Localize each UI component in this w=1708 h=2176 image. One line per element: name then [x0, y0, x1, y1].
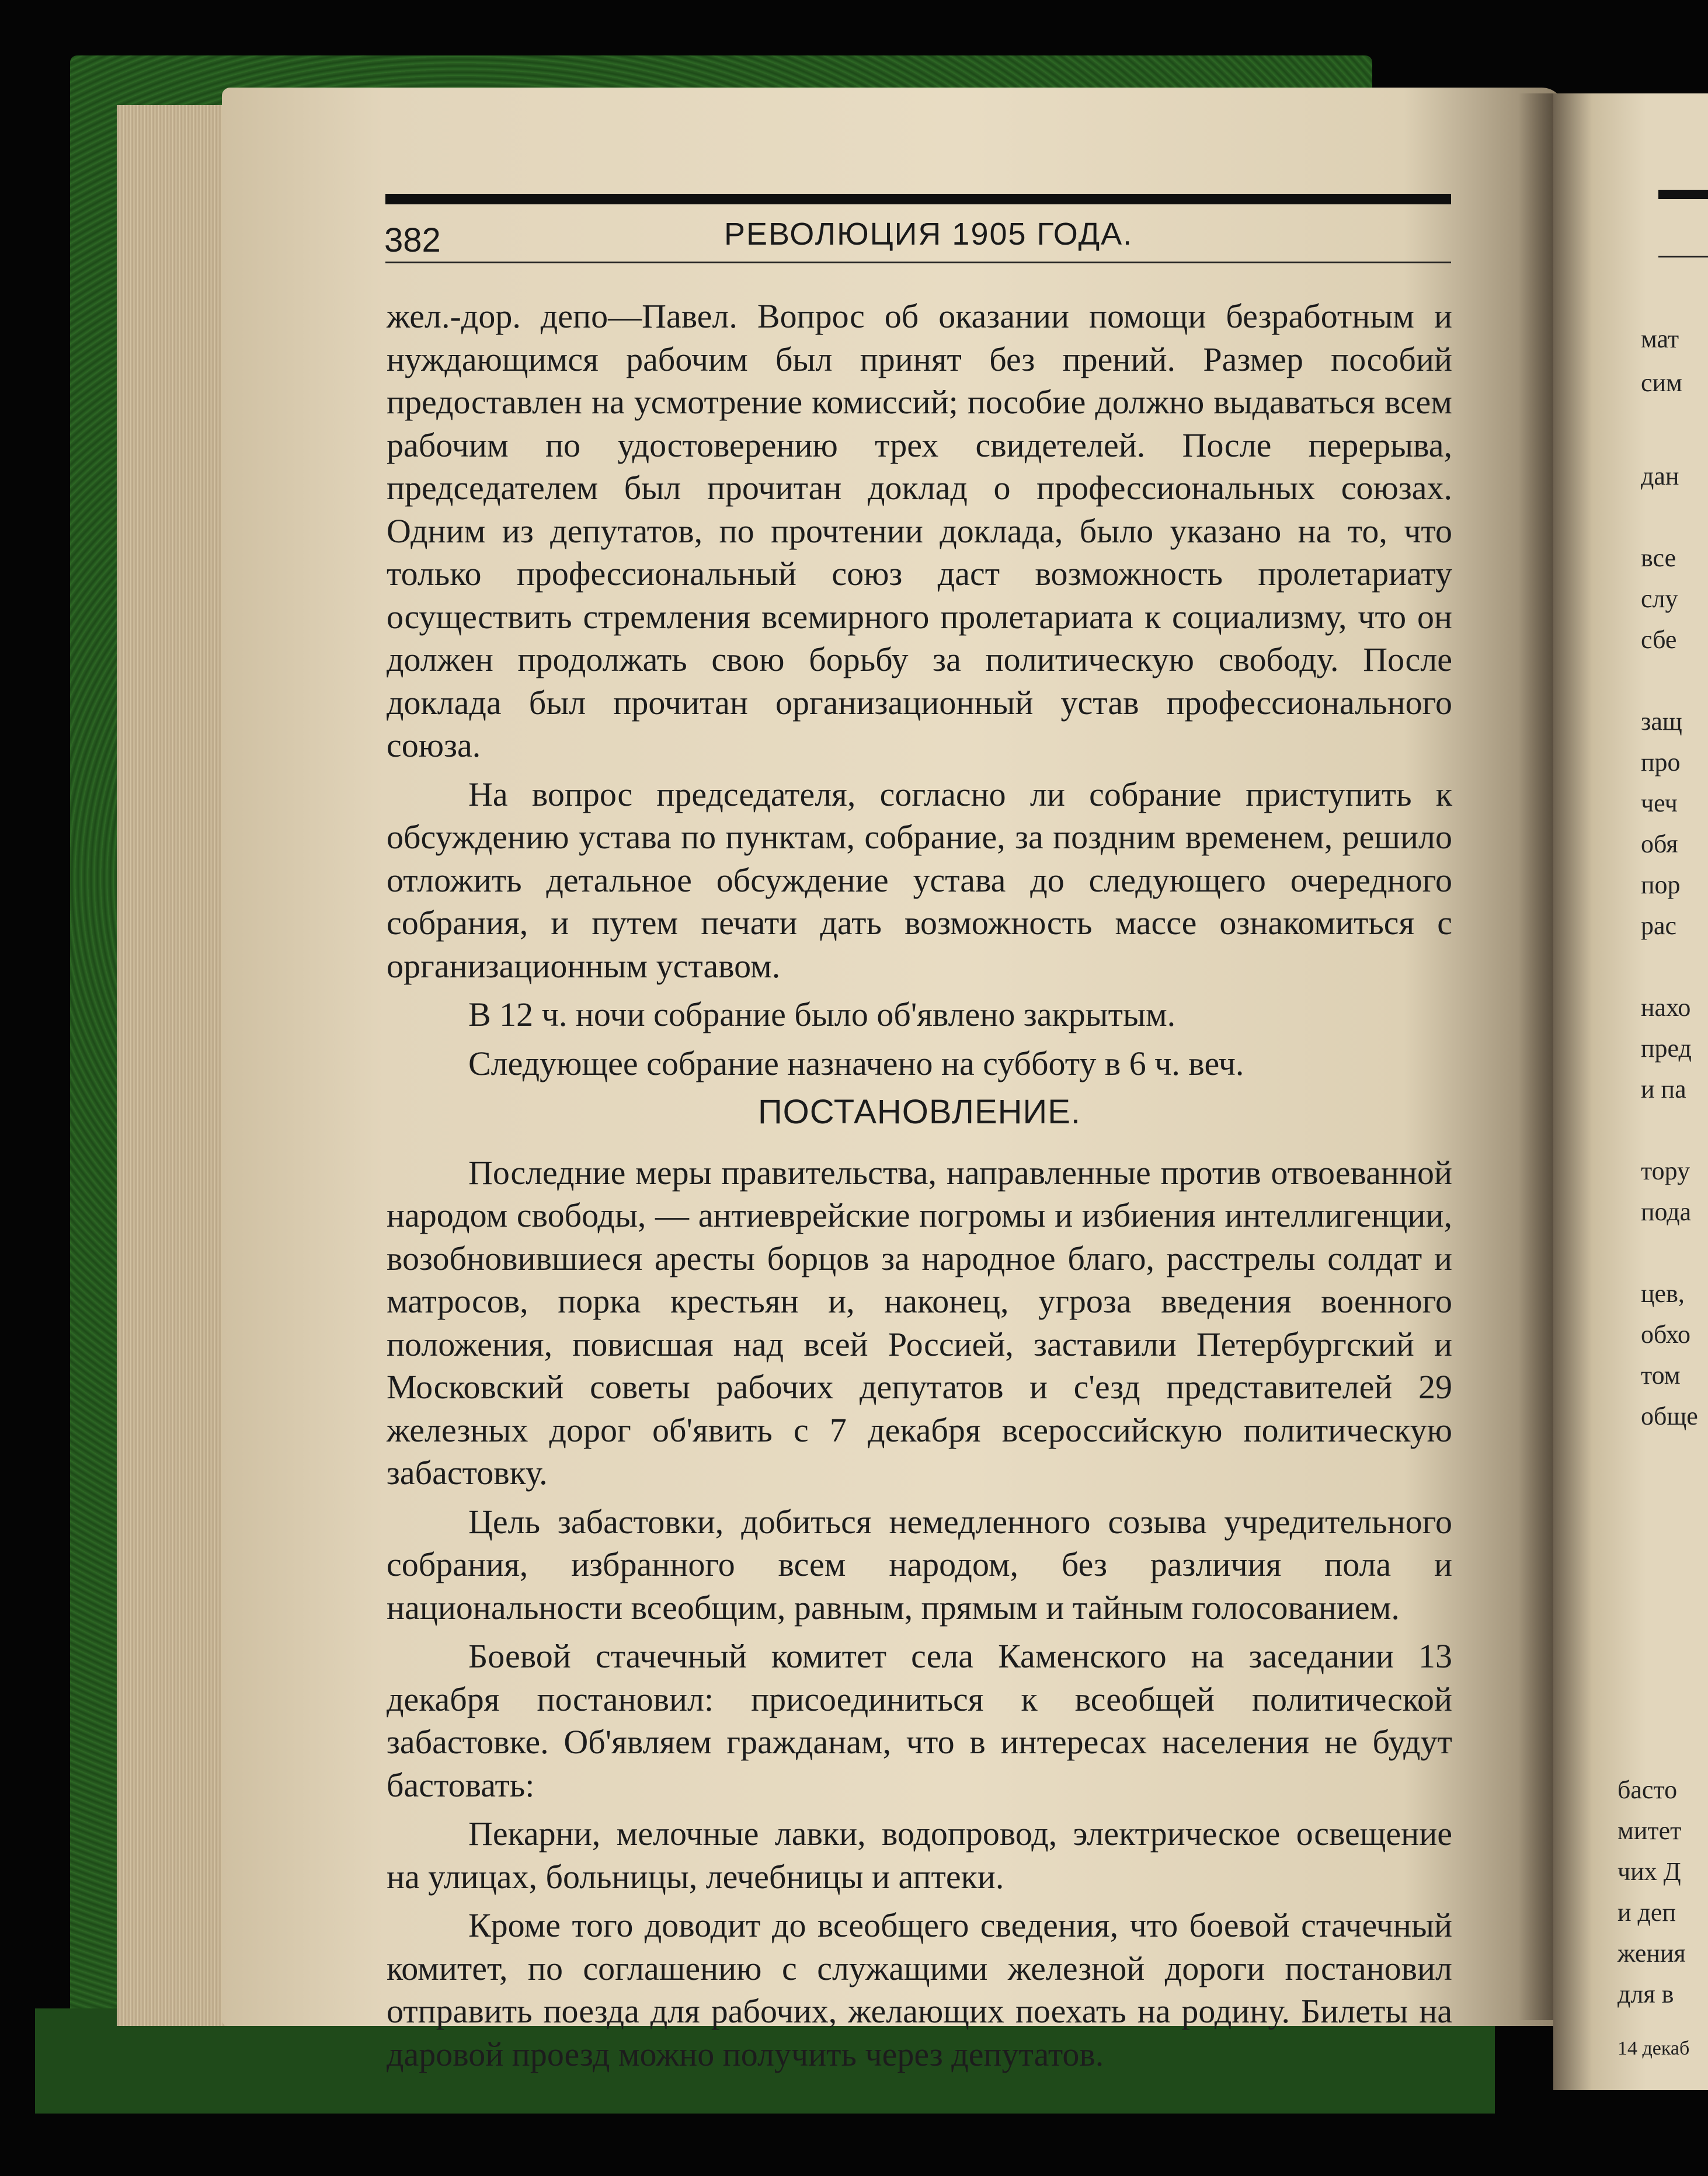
right-page-fragment: сим: [1641, 368, 1682, 397]
right-page-fragment: нахо: [1641, 993, 1691, 1022]
header-rule-thin: [385, 262, 1451, 263]
paragraph: Следующее собрание назначено на субботу в 6 ч. веч.: [468, 1044, 1244, 1082]
right-page-fragment: обхо: [1641, 1320, 1691, 1349]
right-page-fragment: защ: [1641, 707, 1682, 736]
right-page-footnote: 14 декаб: [1617, 2038, 1690, 2059]
page-number: 382: [384, 221, 441, 259]
right-page-fragment: все: [1641, 544, 1676, 572]
right-page-rule-thick: [1658, 190, 1708, 199]
page-body: [387, 295, 1452, 2076]
running-head: РЕВОЛЮЦИЯ 1905 ГОДА.: [724, 217, 1133, 252]
right-page-fragment: митет: [1617, 1816, 1682, 1845]
right-page-fragment: пред: [1641, 1034, 1692, 1063]
paragraph: На вопрос председателя, согласно ли собрание приступить к обсуждению устава по пунктам, собрание, за поздним временем, решило отложить детальное обсуждение устава до следующего очередного собрания, и путем печати дать возможность массе ознакомиться с организационным уставом.: [387, 775, 1452, 985]
right-page-fragment: басто: [1617, 1775, 1678, 1804]
right-page-fragment: жения: [1617, 1939, 1686, 1968]
right-page-fragment: и па: [1641, 1075, 1686, 1103]
paragraph: жел.-дор. депо—Павел. Вопрос об оказании помощи безработным и нуждающимся рабочим был принят без прений. Размер пособий предоставлен на усмотрение комиссий; пособие должно выдаваться всем рабочим по удостоверению трех свидетелей. После перерыва, председателем был прочитан доклад о профессиональных союзах. Одним из депутатов, по прочтении доклада, было указано на то, что только профессиональный союз даст возможность пролетариату осуществить стремления всемирного пролетариата к социализму, что он должен продолжать свою борьбу за политическую свободу. После доклада был прочитан организационный устав профессионального союза.: [387, 297, 1452, 764]
paragraph: В 12 ч. ночи собрание было об'явлено закрытым.: [468, 995, 1176, 1033]
paragraph: Кроме того доводит до всеобщего сведения, что боевой стачечный комитет, по соглашению с служащими железной дороги постановил отправить поезда для рабочих, желающих поехать на родину. Билеты на даровой проезд можно получить через депутатов.: [387, 1906, 1452, 2073]
right-page-fragment: тору: [1641, 1157, 1690, 1185]
right-page-fragment: обя: [1641, 830, 1678, 858]
paragraph: Последние меры правительства, направленные против отвоеванной народом свободы, — антиеврейские погромы и избиения интеллигенции, возобновившиеся аресты борцов за народное благо, расстрелы солдат и матросов, порка крестьян и, наконец, угроза введения военного положения, повисшая над всей Россией, заставили Петербургский и Московский советы рабочих депутатов и с'езд представителей 29 железных дорог об'явить с 7 декабря всероссийскую политическую забастовку.: [387, 1153, 1452, 1492]
section-heading: ПОСТАНОВЛЕНИЕ.: [757, 1093, 1081, 1131]
right-page-fragment: сбе: [1641, 625, 1677, 654]
right-page-fragment: цев,: [1641, 1279, 1685, 1308]
right-page-fragment: чеч: [1641, 789, 1678, 817]
right-page-fragment: чих Д: [1617, 1857, 1681, 1886]
paragraph: Боевой стачечный комитет села Каменского на заседании 13 декабря постановил: присоединиться к всеобщей политической забастовке. Об'являем гражданам, что в интересах населения не будут бастовать:: [387, 1637, 1452, 1804]
right-page-rule-thin: [1658, 256, 1708, 257]
paragraph: Пекарни, мелочные лавки, водопровод, электрическое освещение на улицах, больницы, лечебницы и аптеки.: [387, 1815, 1452, 1896]
right-page-fragment: пода: [1641, 1197, 1692, 1226]
right-page-fragment: рас: [1641, 911, 1677, 940]
right-page-fragment: том: [1641, 1361, 1681, 1390]
paragraph: Цель забастовки, добиться немедленного созыва учредительного собрания, избранного всем народом, без различия пола и национальности всеобщим, равным, прямым и тайным голосованием.: [387, 1502, 1452, 1627]
right-page-fragment: обще: [1641, 1402, 1698, 1430]
right-page-fragment: и деп: [1617, 1898, 1676, 1927]
header-rule-thick: [385, 194, 1451, 204]
right-page-fragment: пор: [1641, 871, 1681, 899]
right-page: [1553, 93, 1708, 2090]
right-page-fragment: мат: [1641, 325, 1679, 353]
right-page-fragment: про: [1641, 748, 1681, 777]
right-page-fragment: для в: [1617, 1980, 1674, 2008]
right-page-fragment: слу: [1641, 584, 1678, 613]
right-page-fragment: дан: [1641, 462, 1679, 490]
